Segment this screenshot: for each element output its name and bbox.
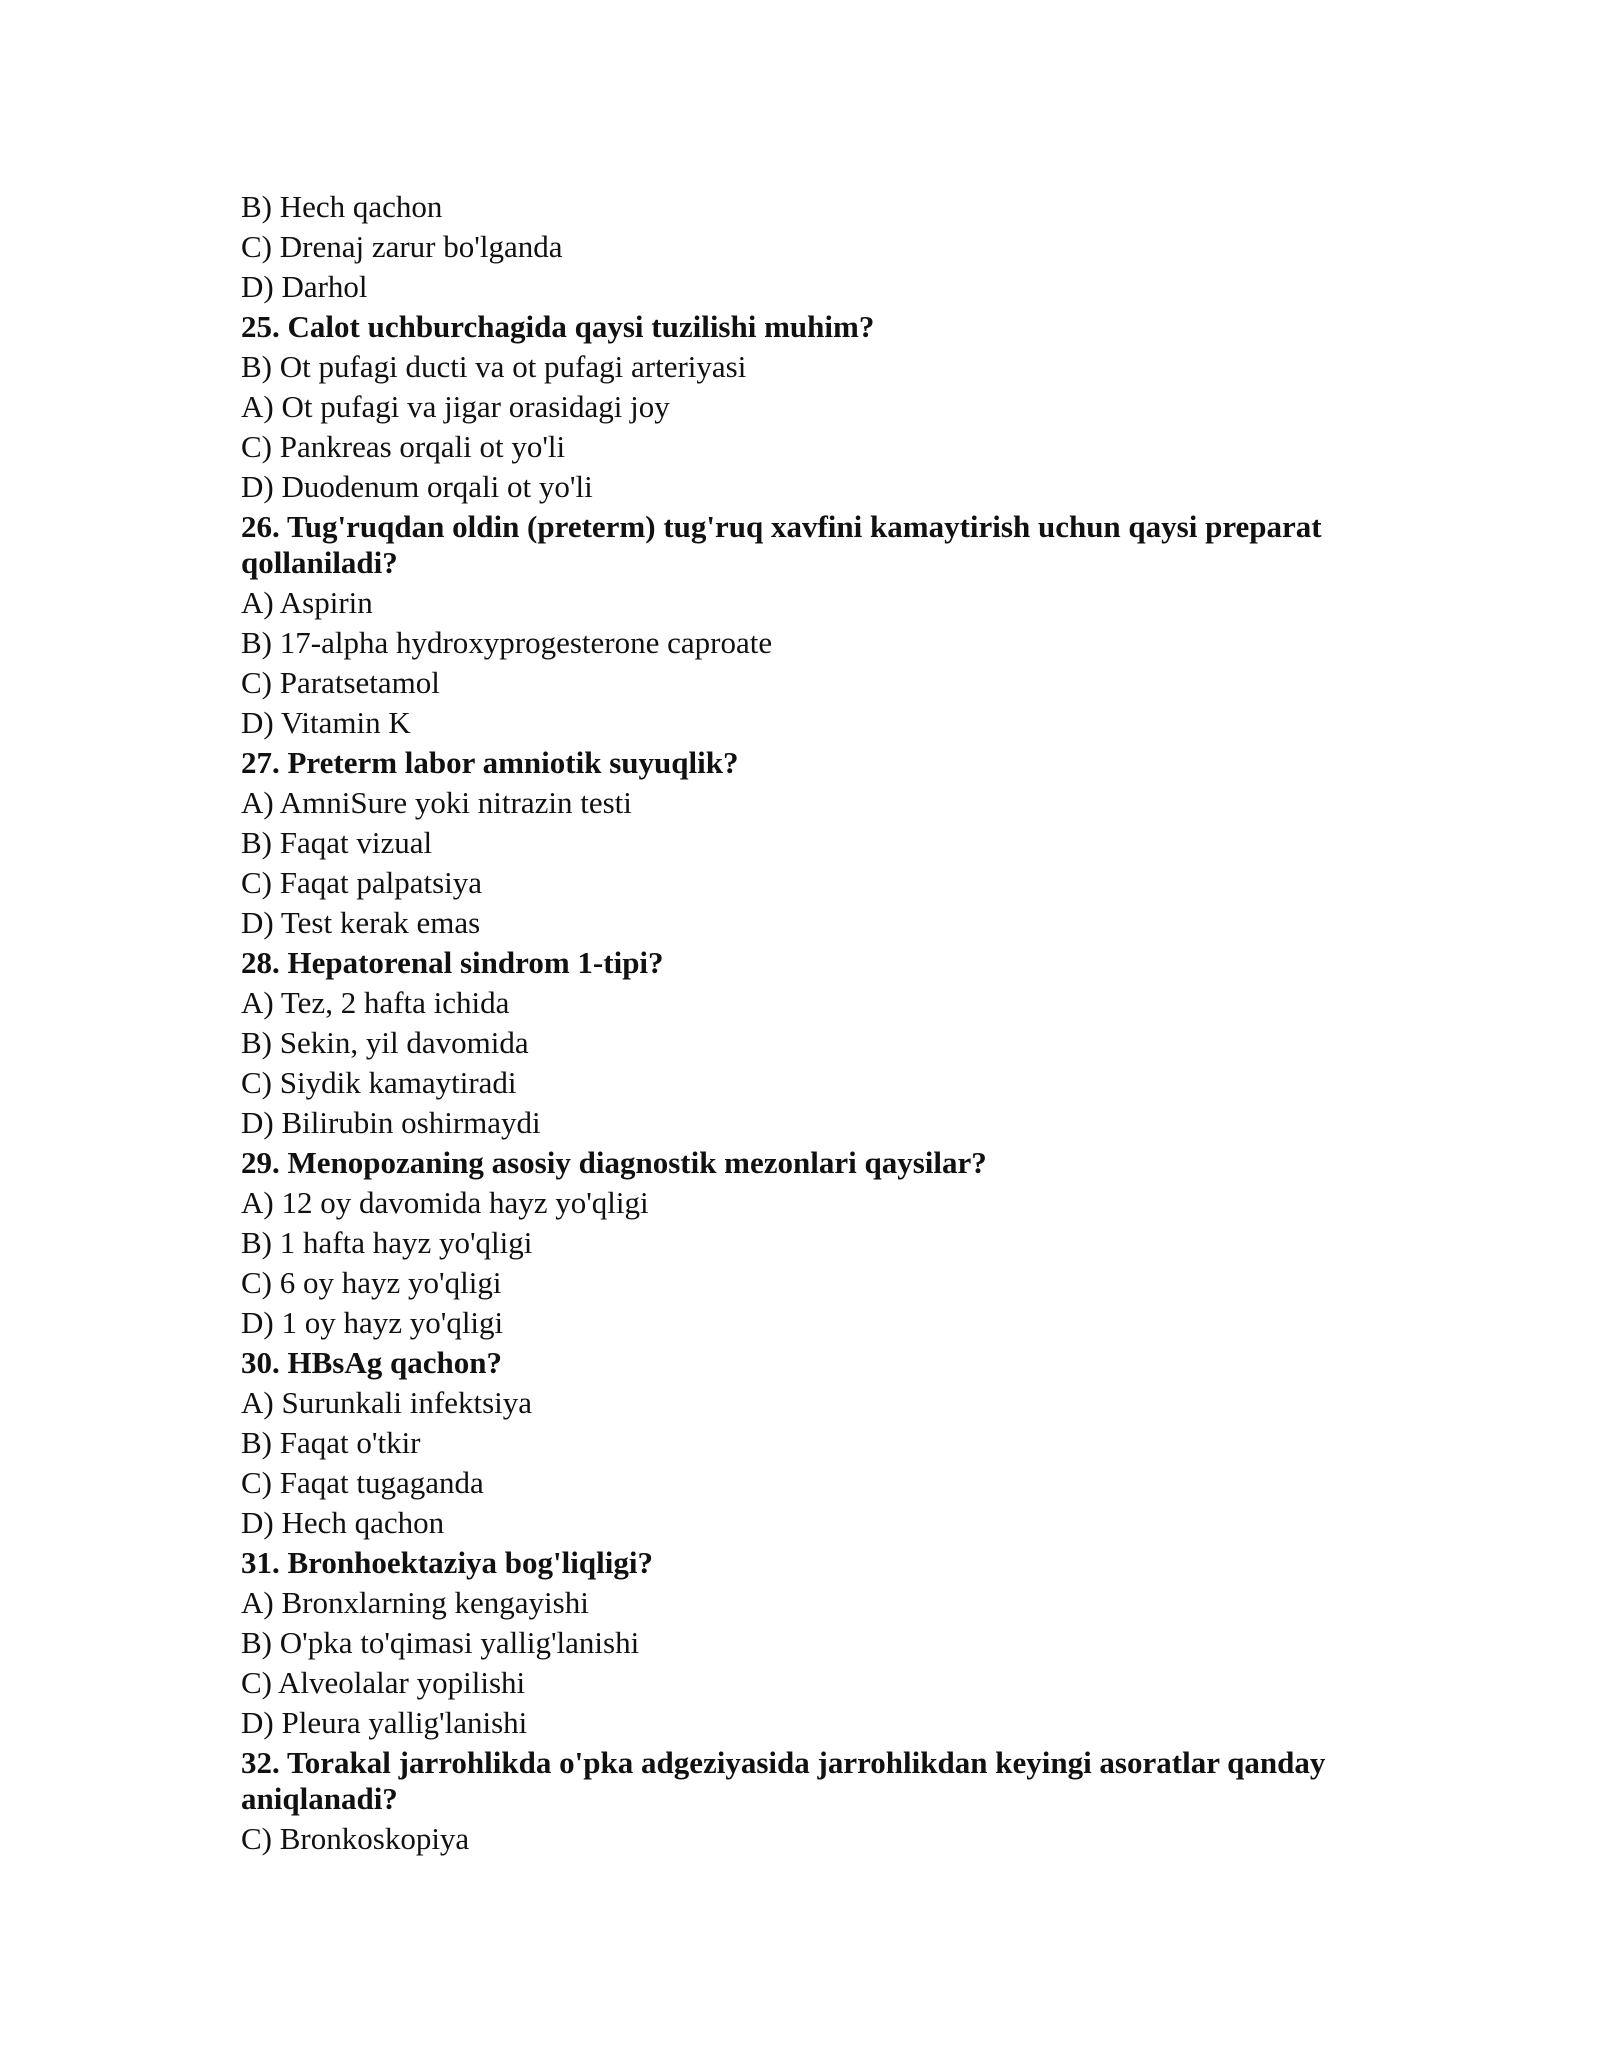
answer-option: D) Pleura yallig'lanishi bbox=[241, 1705, 528, 1740]
answer-option: B) Faqat vizual bbox=[241, 825, 433, 860]
answer-option: B) Ot pufagi ducti va ot pufagi arteriyasi bbox=[241, 349, 747, 384]
answer-option: A) Bronxlarning kengayishi bbox=[241, 1585, 589, 1620]
answer-option: A) Surunkali infektsiya bbox=[241, 1385, 533, 1420]
answer-option: C) Pankreas orqali ot yo'li bbox=[241, 429, 566, 464]
question-heading: 28. Hepatorenal sindrom 1-tipi? bbox=[241, 945, 664, 980]
answer-option: B) Hech qachon bbox=[241, 189, 443, 224]
question-heading: 25. Calot uchburchagida qaysi tuzilishi muhim? bbox=[241, 309, 875, 344]
answer-option: C) Faqat tugaganda bbox=[241, 1465, 484, 1500]
answer-option: C) Siydik kamaytiradi bbox=[241, 1065, 517, 1100]
quiz-content bbox=[241, 187, 1361, 1859]
answer-option: C) Alveolalar yopilishi bbox=[241, 1665, 526, 1700]
question-heading: 30. HBsAg qachon? bbox=[241, 1345, 502, 1380]
answer-option: B) 1 hafta hayz yo'qligi bbox=[241, 1225, 533, 1260]
question-heading: 26. Tug'ruqdan oldin (preterm) tug'ruq xavfini kamaytirish uchun qaysi preparat qollaniladi? bbox=[241, 509, 1322, 580]
answer-option: D) Hech qachon bbox=[241, 1505, 445, 1540]
answer-option: A) Tez, 2 hafta ichida bbox=[241, 985, 510, 1020]
answer-option: A) AmniSure yoki nitrazin testi bbox=[241, 785, 632, 820]
answer-option: C) 6 oy hayz yo'qligi bbox=[241, 1265, 502, 1300]
answer-option: D) Bilirubin oshirmaydi bbox=[241, 1105, 541, 1140]
answer-option: C) Paratsetamol bbox=[241, 665, 440, 700]
answer-option: C) Bronkoskopiya bbox=[241, 1821, 470, 1856]
answer-option: D) Darhol bbox=[241, 269, 368, 304]
answer-option: D) 1 oy hayz yo'qligi bbox=[241, 1305, 504, 1340]
question-heading: 32. Torakal jarrohlikda o'pka adgeziyasida jarrohlikdan keyingi asoratlar qanday aniqlanadi? bbox=[241, 1745, 1326, 1816]
answer-option: B) 17-alpha hydroxyprogesterone caproate bbox=[241, 625, 773, 660]
answer-option: A) 12 oy davomida hayz yo'qligi bbox=[241, 1185, 649, 1220]
answer-option: D) Test kerak emas bbox=[241, 905, 481, 940]
answer-option: B) O'pka to'qimasi yallig'lanishi bbox=[241, 1625, 640, 1660]
question-heading: 27. Preterm labor amniotik suyuqlik? bbox=[241, 745, 739, 780]
answer-option: C) Drenaj zarur bo'lganda bbox=[241, 229, 563, 264]
answer-option: B) Sekin, yil davomida bbox=[241, 1025, 529, 1060]
answer-option: C) Faqat palpatsiya bbox=[241, 865, 483, 900]
answer-option: B) Faqat o'tkir bbox=[241, 1425, 421, 1460]
question-heading: 31. Bronhoektaziya bog'liqligi? bbox=[241, 1545, 653, 1580]
answer-option: D) Duodenum orqali ot yo'li bbox=[241, 469, 593, 504]
answer-option: A) Aspirin bbox=[241, 585, 373, 620]
answer-option: A) Ot pufagi va jigar orasidagi joy bbox=[241, 389, 670, 424]
question-heading: 29. Menopozaning asosiy diagnostik mezonlari qaysilar? bbox=[241, 1145, 987, 1180]
answer-option: D) Vitamin K bbox=[241, 705, 411, 740]
